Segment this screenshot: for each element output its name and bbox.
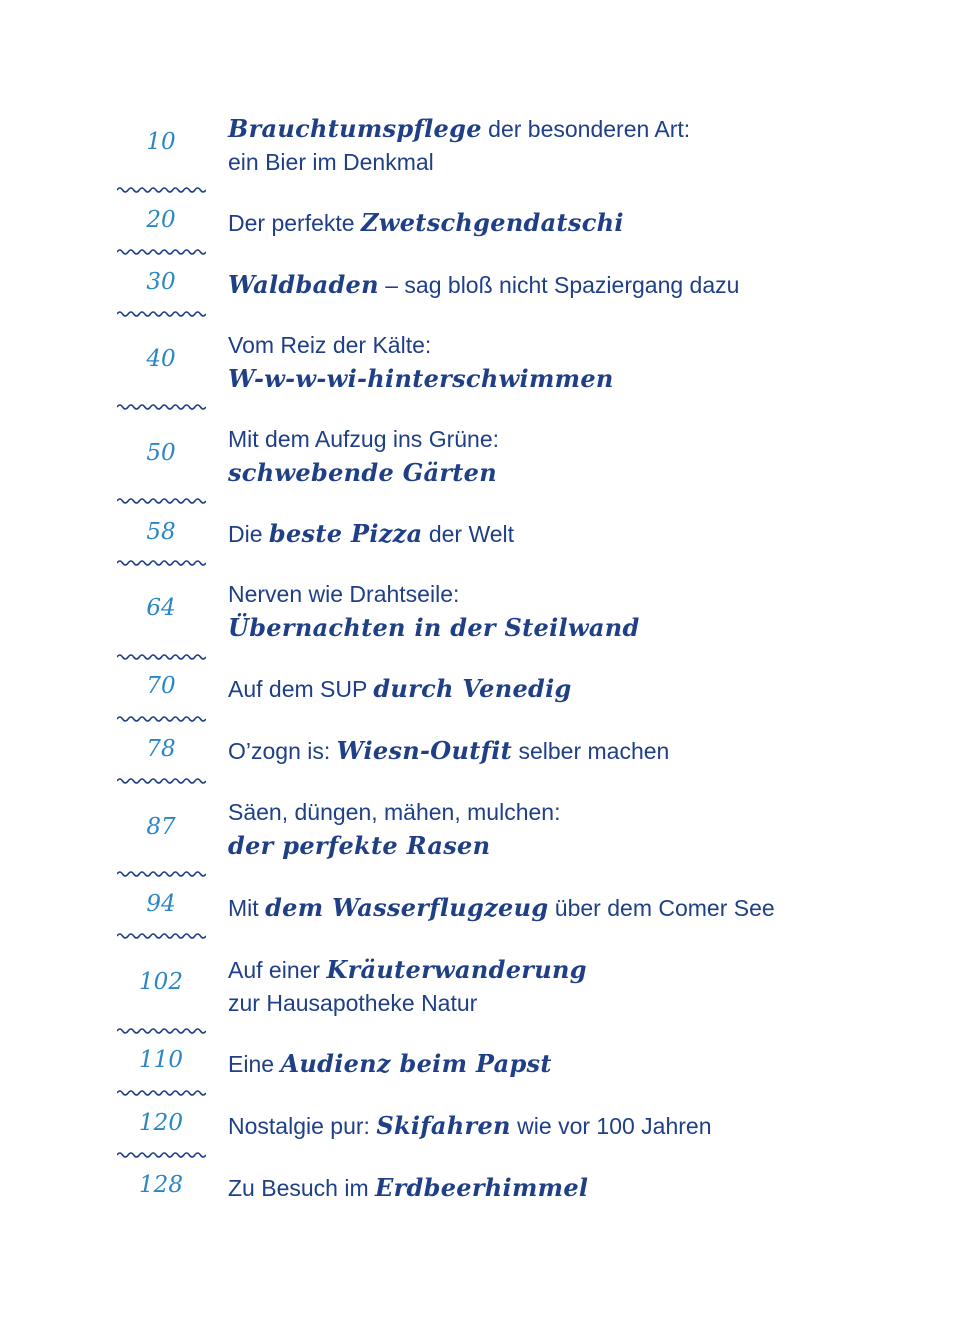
entry-title [228, 206, 928, 240]
entry-title [228, 1171, 928, 1205]
plain-text: O’zogn is: [228, 738, 337, 764]
title-line-1 [228, 1171, 928, 1205]
plain-text: Vom Reiz der Kälte: [228, 332, 432, 358]
wave-divider-icon [117, 1027, 206, 1035]
title-line-2 [228, 146, 928, 179]
page-number: 128 [139, 1172, 183, 1198]
title-line-1 [228, 206, 928, 240]
wave-divider-icon [117, 777, 206, 785]
page-number: 94 [146, 891, 176, 917]
highlight-text: Waldbaden [228, 270, 379, 299]
title-line-1 [228, 672, 928, 706]
highlight-text: der perfekte Rasen [228, 831, 491, 860]
entry-title [228, 268, 928, 302]
wave-divider-icon [117, 248, 206, 256]
plain-text: ein Bier im Denkmal [228, 149, 434, 175]
wave-divider-icon [117, 715, 206, 723]
page-number: 40 [146, 346, 176, 372]
highlight-text: durch Venedig [373, 674, 572, 703]
wave-divider-icon [117, 1089, 206, 1097]
entry-title [228, 517, 928, 551]
highlight-text: Audienz beim Papst [280, 1049, 552, 1078]
highlight-text: schwebende Gärten [228, 458, 498, 487]
wave-divider-icon [117, 559, 206, 567]
page-number: 64 [146, 595, 176, 621]
plain-text: Eine [228, 1051, 281, 1077]
plain-text: – sag bloß nicht Spaziergang dazu [378, 272, 740, 298]
plain-text: Zu Besuch im [228, 1175, 375, 1201]
entry-title [228, 1047, 928, 1081]
title-line-1 [228, 423, 928, 456]
plain-text: der besonderen Art: [481, 116, 691, 142]
wave-divider-icon [117, 1151, 206, 1159]
highlight-text: beste Pizza [268, 519, 423, 548]
wave-divider-icon [117, 403, 206, 411]
title-line-1 [228, 796, 928, 829]
wave-divider-icon [117, 870, 206, 878]
page-number: 110 [139, 1047, 183, 1073]
plain-text: Auf einer [228, 957, 327, 983]
title-line-2 [228, 611, 928, 645]
wave-divider-icon [117, 310, 206, 318]
title-line-1 [228, 1109, 928, 1143]
page-number: 70 [146, 673, 176, 699]
highlight-text: dem Wasserflugzeug [265, 893, 549, 922]
title-line-1 [228, 578, 928, 611]
page-number: 20 [146, 207, 176, 233]
highlight-text: Wiesn-Outfit [336, 736, 513, 765]
plain-text: Säen, düngen, mähen, mulchen: [228, 799, 561, 825]
highlight-text: W-w-w-wi-hinterschwimmen [228, 364, 614, 393]
title-line-1 [228, 953, 928, 987]
page-number: 10 [146, 129, 176, 155]
page-number: 120 [139, 1110, 183, 1136]
title-line-1 [228, 734, 928, 768]
title-line-1 [228, 891, 928, 925]
highlight-text: Brauchtumspflege [228, 114, 482, 143]
plain-text: wie vor 100 Jahren [510, 1113, 712, 1139]
page-number: 87 [146, 814, 176, 840]
page-number: 50 [146, 440, 176, 466]
plain-text: Der perfekte [228, 210, 361, 236]
plain-text: Nerven wie Drahtseile: [228, 581, 460, 607]
wave-divider-icon [117, 653, 206, 661]
page-number: 78 [146, 736, 176, 762]
entry-title [228, 1109, 928, 1143]
entry-title [228, 112, 928, 179]
title-line-1 [228, 1047, 928, 1081]
plain-text: Auf dem SUP [228, 676, 374, 702]
highlight-text: Zwetschgendatschi [360, 208, 624, 237]
wave-divider-icon [117, 186, 206, 194]
title-line-1 [228, 517, 928, 551]
entry-title [228, 329, 928, 396]
entry-title [228, 423, 928, 490]
page-number: 58 [146, 519, 176, 545]
highlight-text: Skifahren [376, 1111, 511, 1140]
wave-divider-icon [117, 497, 206, 505]
title-line-2 [228, 829, 928, 863]
wave-divider-icon [117, 932, 206, 940]
highlight-text: Übernachten in der Steilwand [228, 613, 640, 642]
title-line-1 [228, 329, 928, 362]
title-line-1 [228, 112, 928, 146]
entry-title [228, 672, 928, 706]
page-number: 30 [146, 269, 176, 295]
entry-title [228, 891, 928, 925]
plain-text: zur Hausapotheke Natur [228, 990, 478, 1016]
title-line-2 [228, 456, 928, 490]
entry-title [228, 734, 928, 768]
entry-title [228, 796, 928, 863]
plain-text: der Welt [422, 521, 515, 547]
page-number: 102 [139, 969, 183, 995]
plain-text: Die [228, 521, 269, 547]
highlight-text: Erdbeerhimmel [375, 1173, 589, 1202]
title-line-1 [228, 268, 928, 302]
highlight-text: Kräuterwanderung [326, 955, 587, 984]
plain-text: Mit dem Aufzug ins Grüne: [228, 426, 500, 452]
plain-text: Nostalgie pur: [228, 1113, 377, 1139]
plain-text: selber machen [512, 738, 670, 764]
entry-title [228, 578, 928, 645]
plain-text: über dem Comer See [548, 895, 775, 921]
entry-title [228, 953, 928, 1020]
title-line-2 [228, 987, 928, 1020]
title-line-2 [228, 362, 928, 396]
plain-text: Mit [228, 895, 266, 921]
